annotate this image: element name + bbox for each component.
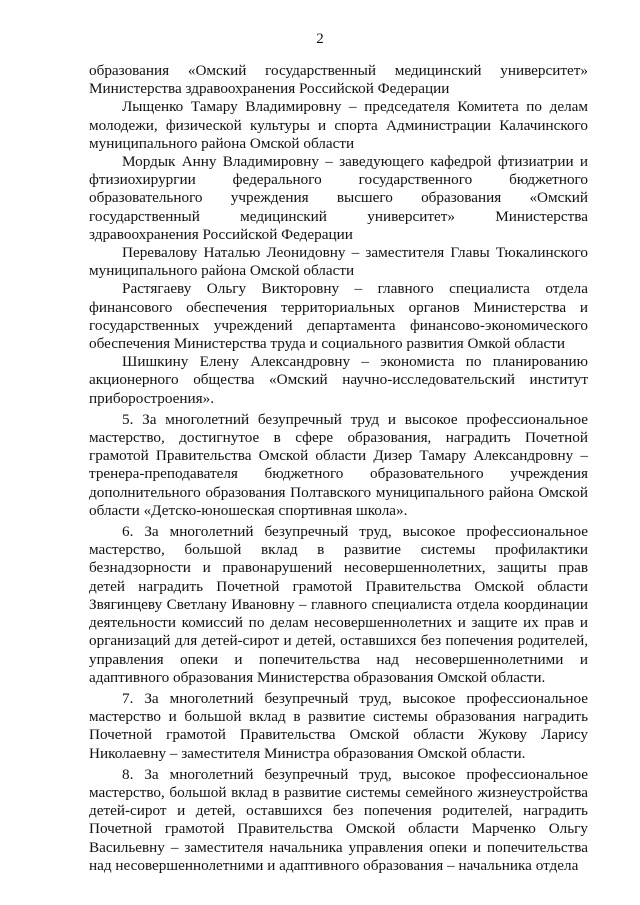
paragraph-rastyagaeva: Растягаеву Ольгу Викторовну – главного специалиста отдела финансового обеспечения территориальных органов Министерства и государственных учреждений департамента финансово-экономического обеспечения Министерства труда и социального развития Омкой области [89,280,588,353]
document-body [89,62,588,875]
paragraph-mordyk: Мордык Анну Владимировну – заведующего кафедрой фтизиатрии и фтизиохирургии федерального государственного бюджетного образовательного учреждения высшего образования «Омский государственный медицинский университет» Министерства здравоохранения Российской Федерации [89,153,588,243]
paragraph-item-7: 7. За многолетний безупречный труд, высокое профессиональное мастерство и большой вклад в развитие системы образования наградить Почетной грамотой Правительства Омской области Жукову Ларису Николаевну – заместителя Министра образования Омской области. [89,689,588,762]
paragraph-perevalova: Перевалову Наталью Леонидовну – заместителя Главы Тюкалинского муниципального района Омской области [89,244,588,280]
paragraph-lyshchenko: Лыщенко Тамару Владимировну – председателя Комитета по делам молодежи, физической культуры и спорта Администрации Калачинского муниципального района Омской области [89,98,588,152]
paragraph-shishkina: Шишкину Елену Александровну – экономиста по планированию акционерного общества «Омский научно-исследовательский институт приборостроения». [89,353,588,407]
page-number: 2 [316,31,324,47]
paragraph-continuation: образования «Омский государственный медицинский университет» Министерства здравоохранения Российской Федерации [89,62,588,98]
paragraph-item-8: 8. За многолетний безупречный труд, высокое профессиональное мастерство, большой вклад в развитие системы семейного жизнеустройства детей-сирот и детей, оставшихся без попечения родителей, наградить Почетной грамотой Правительства Омской области Марченко Ольгу Васильевну – заместителя начальника управления опеки и попечительства над несовершеннолетними и адаптивного образования – начальника отдела [89,765,588,874]
paragraph-item-5: 5. За многолетний безупречный труд и высокое профессиональное мастерство, достигнутое в сфере образования, наградить Почетной грамотой Правительства Омской области Дизер Тамару Александровну – тренера-преподавателя бюджетного образовательного учреждения дополнительного образования Полтавского муниципального района Омской области «Детско-юношеская спортивная школа». [89,410,588,519]
paragraph-item-6: 6. За многолетний безупречный труд, высокое профессиональное мастерство, большой вклад в развитие системы профилактики безнадзорности и правонарушений несовершеннолетних, защиты прав детей наградить Почетной грамотой Правительства Омской области Звягинцеву Светлану Ивановну – главного специалиста отдела координации деятельности комиссий по делам несовершеннолетних и защите их прав и организаций для детей-сирот и детей, оставшихся без попечения родителей, управления опеки и попечительства над несовершеннолетними и адаптивного образования Министерства образования Омской области. [89,523,588,686]
